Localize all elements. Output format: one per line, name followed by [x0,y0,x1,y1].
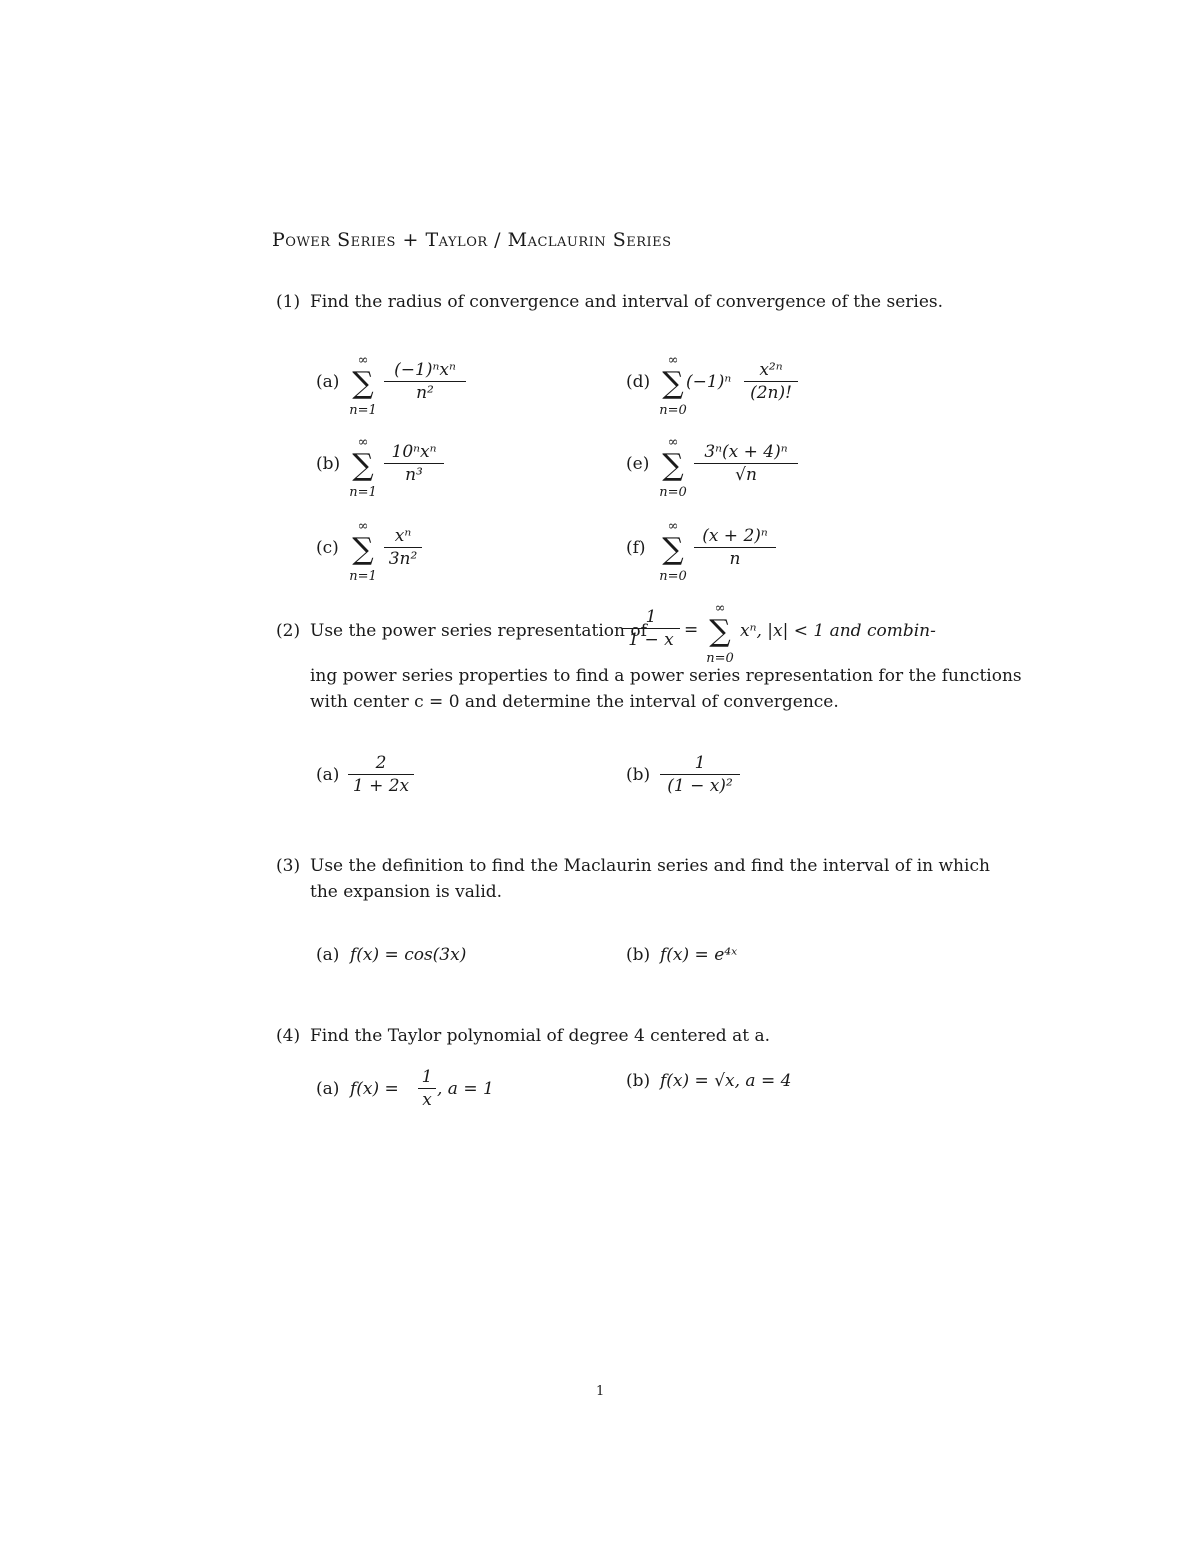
denominator: (1 − x)² [667,776,733,796]
sigma-symbol: ∑ [709,614,731,649]
problem-2-fraction [622,606,680,651]
numerator: xⁿ [394,526,412,546]
problem-4b-expression: f(x) = √x, a = 4 [660,1071,792,1091]
problem-2a-fraction [348,752,414,797]
denominator: (2n)! [750,383,792,403]
sigma-symbol: ∑ [352,532,374,567]
sum-upper-limit: ∞ [357,353,369,368]
numerator: 3ⁿ(x + 4)ⁿ [704,442,788,462]
problem-4-text: Find the Taylor polynomial of degree 4 centered at a. [310,1026,770,1046]
sum-lower-limit: n=1 [349,569,377,584]
problem-3-line-1: Use the definition to find the Maclaurin series and find the interval of in which [310,856,990,876]
sigma-symbol: ∑ [352,366,374,401]
sum-upper-limit: ∞ [667,435,679,450]
sum-lower-limit: n=1 [349,403,377,418]
numerator: 10ⁿxⁿ [391,442,437,462]
sum-lower-limit: n=0 [659,403,687,418]
sigma-symbol: ∑ [662,366,684,401]
problem-2-after-sum: xⁿ, |x| < 1 and combin- [740,621,936,641]
problem-1-number: (1) [276,292,301,312]
sum-upper-limit: ∞ [714,601,726,616]
problem-4a-label: (a) [316,1079,340,1099]
problem-1d-prefix: (−1)ⁿ [686,372,732,392]
sum-lower-limit: n=1 [349,485,377,500]
problem-1e-label: (e) [626,454,650,474]
problem-1b-label: (b) [316,454,341,474]
problem-4a-rhs: , a = 1 [437,1079,494,1099]
problem-4a-fraction [418,1066,436,1111]
page-title: Power Series + Taylor / Maclaurin Series [272,229,672,251]
problem-1a-label: (a) [316,372,340,392]
denominator: n³ [405,465,423,485]
problem-3-line-2: the expansion is valid. [310,882,503,902]
problem-3-number: (3) [276,856,301,876]
problem-3a-expression: f(x) = cos(3x) [350,945,467,965]
problem-2a-label: (a) [316,765,340,785]
problem-2b-label: (b) [626,765,651,785]
problem-1-text: Find the radius of convergence and interval of convergence of the series. [310,292,944,312]
problem-1f-label: (f) [626,538,646,558]
sum-upper-limit: ∞ [667,353,679,368]
problem-4a-lhs: f(x) = [350,1079,399,1099]
sigma-symbol: ∑ [662,532,684,567]
numerator: 1 [694,753,706,773]
denominator: 1 + 2x [352,776,410,796]
problem-4b-label: (b) [626,1071,651,1091]
problem-1a-fraction [384,359,466,404]
problem-1f-fraction [694,525,776,570]
problem-3b-label: (b) [626,945,651,965]
sigma-symbol: ∑ [352,448,374,483]
numerator: 1 [645,607,657,627]
numerator: 1 [421,1067,433,1087]
problem-2-line-2: ing power series properties to find a power series representation for the functions [310,666,1022,686]
denominator: 1 − x [628,630,674,650]
problem-1c-fraction [384,525,422,570]
denominator: n [729,549,741,569]
denominator: x [422,1090,432,1110]
sum-upper-limit: ∞ [357,435,369,450]
sum-lower-limit: n=0 [706,651,734,666]
problem-2b-fraction [660,752,740,797]
numerator: 2 [375,753,387,773]
problem-2-text-before: Use the power series representation of [310,621,647,641]
sum-lower-limit: n=0 [659,569,687,584]
denominator: 3n² [388,549,418,569]
page-number: 1 [596,1384,605,1399]
problem-3a-label: (a) [316,945,340,965]
sum-upper-limit: ∞ [357,519,369,534]
sum-upper-limit: ∞ [667,519,679,534]
problem-1d-label: (d) [626,372,651,392]
problem-1b-fraction [384,441,444,486]
denominator: √n [735,465,757,485]
denominator: n² [416,383,434,403]
problem-1e-fraction [694,441,798,486]
problem-1d-fraction [744,359,798,404]
problem-3b-expression: f(x) = e⁴ˣ [660,945,738,965]
problem-2-number: (2) [276,621,301,641]
problem-4-number: (4) [276,1026,301,1046]
problem-2-equals: = [684,620,699,640]
problem-2-line-3: with center c = 0 and determine the interval of convergence. [310,692,839,712]
sum-lower-limit: n=0 [659,485,687,500]
numerator: x²ⁿ [759,360,783,380]
numerator: (x + 2)ⁿ [702,526,768,546]
sigma-symbol: ∑ [662,448,684,483]
numerator: (−1)ⁿxⁿ [394,360,456,380]
problem-1c-label: (c) [316,538,339,558]
